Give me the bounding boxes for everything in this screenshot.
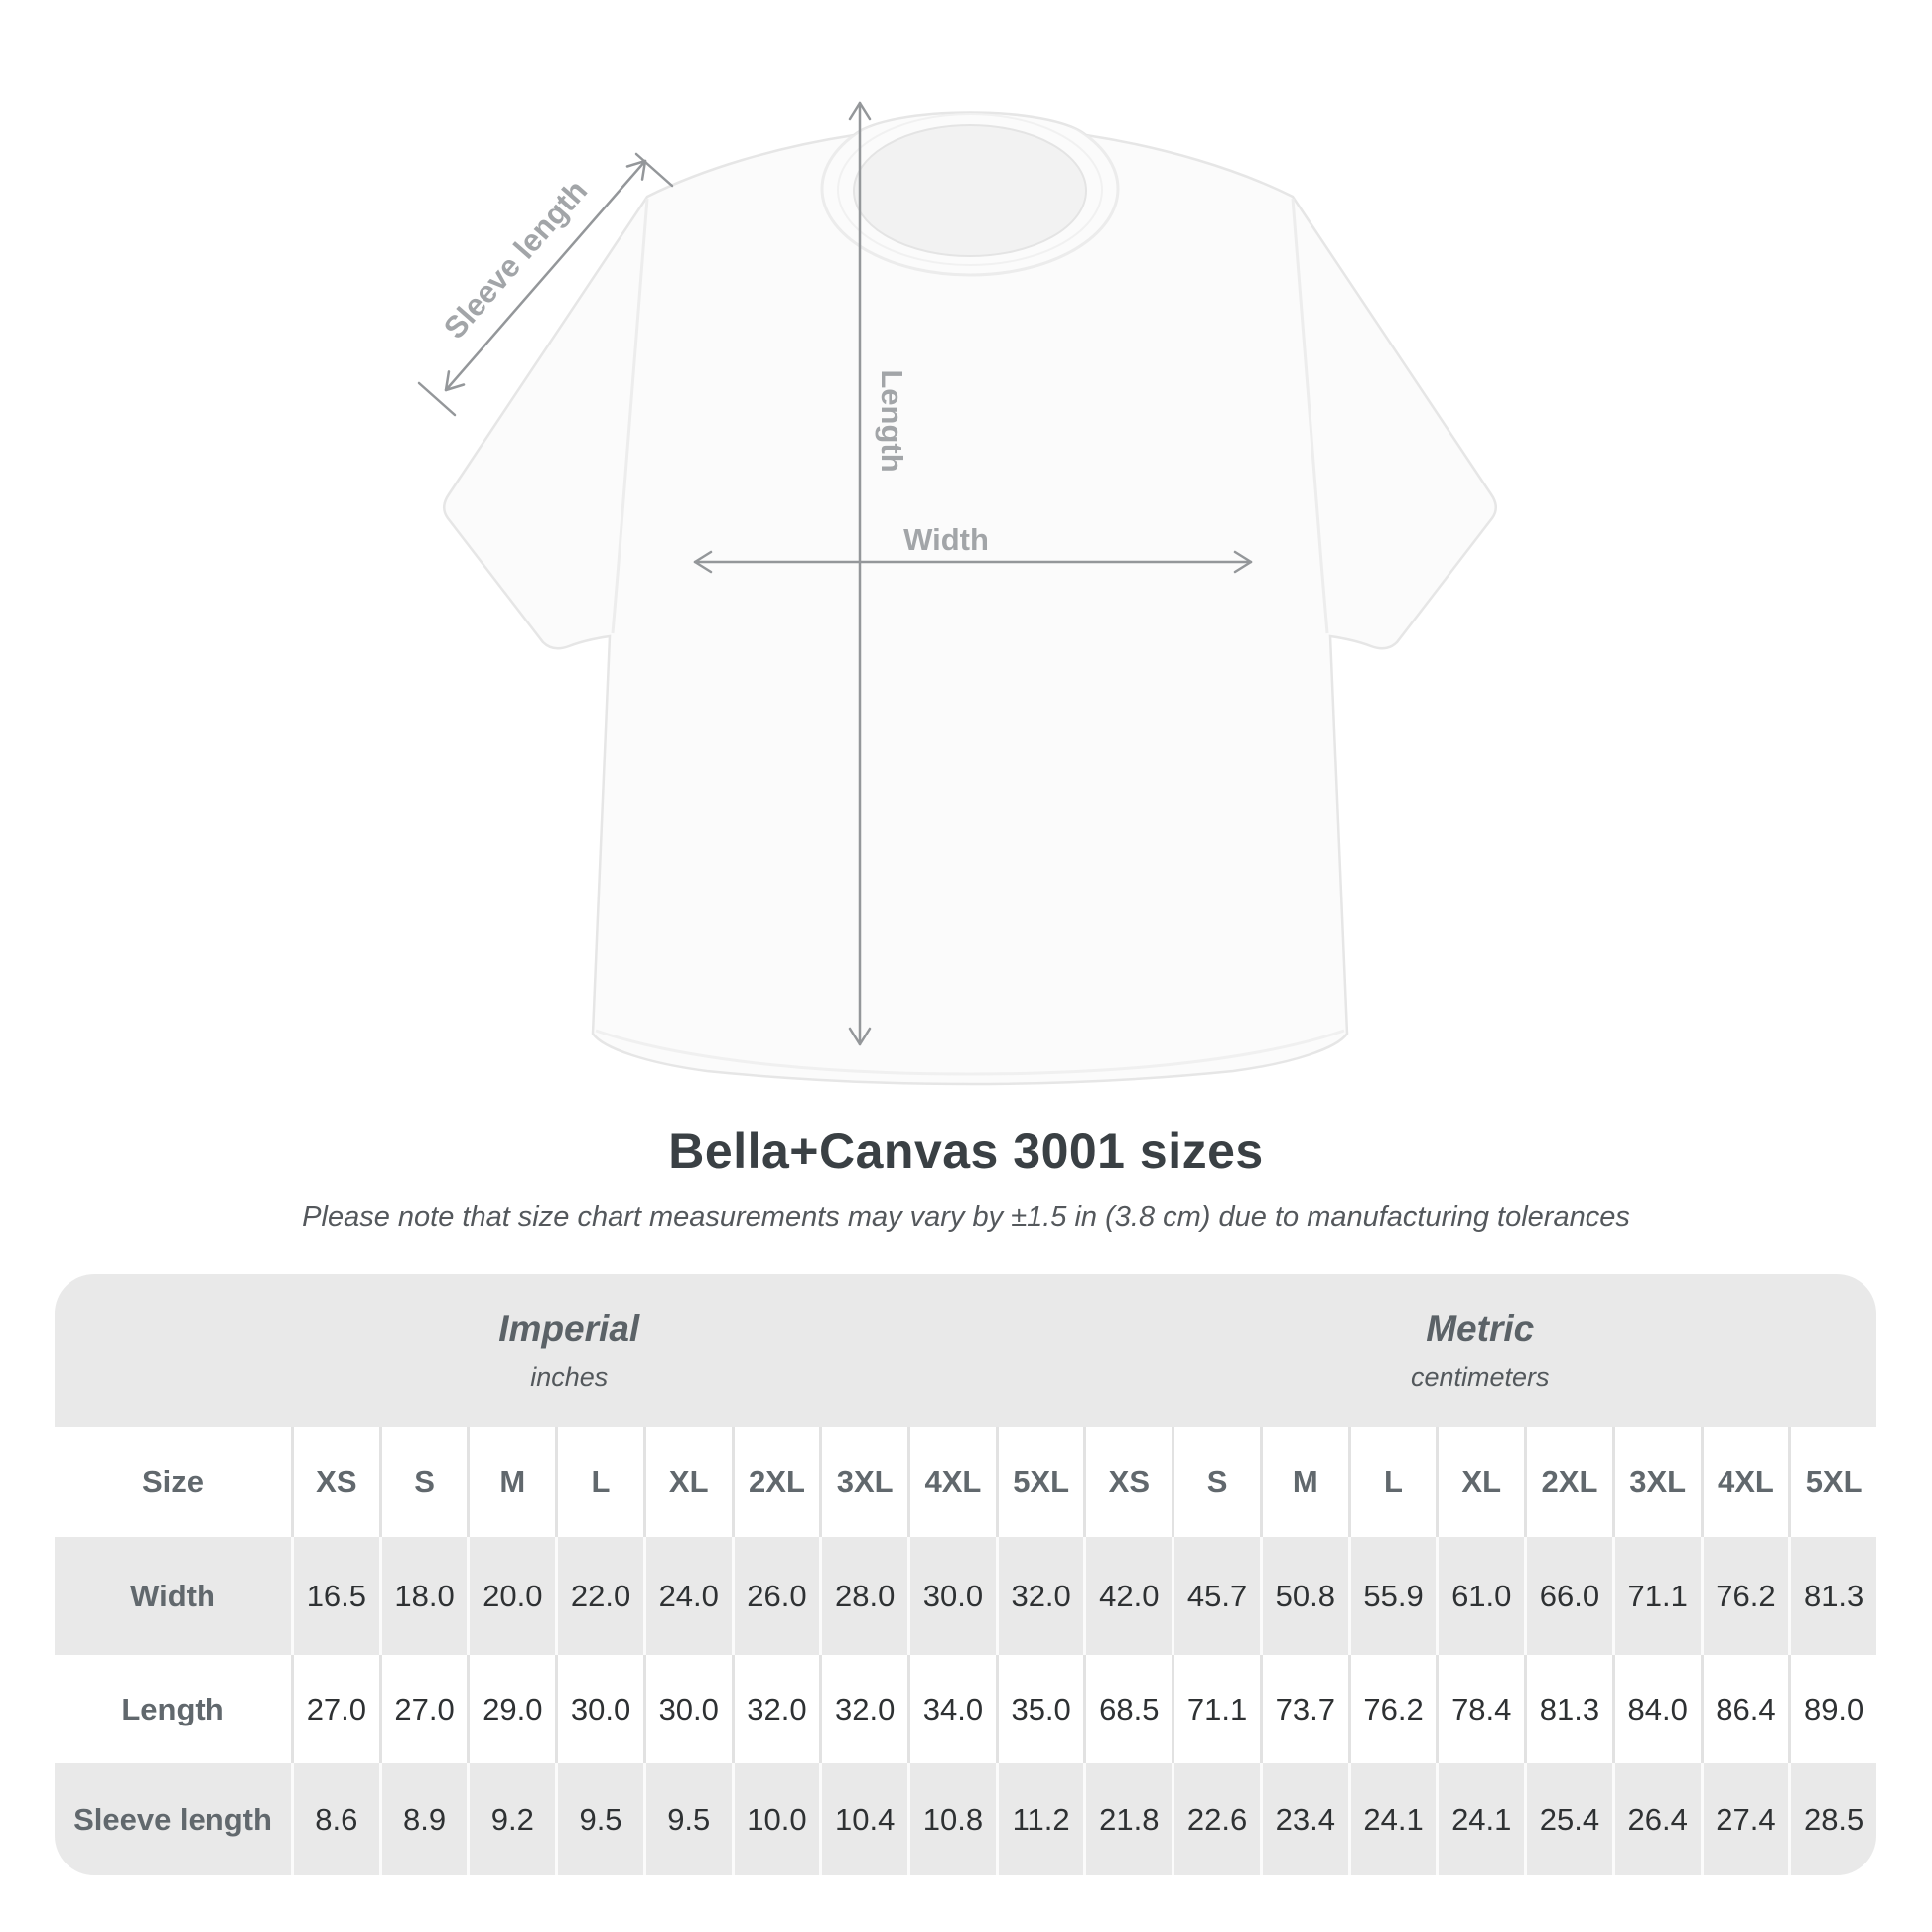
value-cell: 18.0 [379, 1537, 468, 1655]
unit-group-imperial [55, 1274, 1083, 1427]
value-cell: 81.3 [1524, 1655, 1612, 1763]
value-cell: 34.0 [907, 1655, 996, 1763]
value-cell: 42.0 [1083, 1537, 1172, 1655]
value-cell: 35.0 [996, 1655, 1084, 1763]
value-cell: 32.0 [819, 1655, 907, 1763]
value-cell: 24.1 [1436, 1763, 1524, 1875]
value-cell: 22.6 [1172, 1763, 1260, 1875]
value-cell: 27.4 [1701, 1763, 1789, 1875]
value-cell: 27.0 [291, 1655, 379, 1763]
col-header-imperial-xs: XS [291, 1427, 379, 1537]
value-cell: 9.5 [555, 1763, 643, 1875]
col-header-metric-4xl: 4XL [1701, 1427, 1789, 1537]
value-cell: 29.0 [467, 1655, 555, 1763]
value-cell: 71.1 [1172, 1655, 1260, 1763]
row-header-size: Size [55, 1427, 291, 1537]
value-cell: 11.2 [996, 1763, 1084, 1875]
value-cell: 10.4 [819, 1763, 907, 1875]
length-label: Length [875, 369, 909, 473]
value-cell: 30.0 [643, 1655, 732, 1763]
value-cell: 25.4 [1524, 1763, 1612, 1875]
value-cell: 84.0 [1612, 1655, 1701, 1763]
unit-group-imperial-unit: inches [530, 1361, 609, 1392]
value-cell: 30.0 [907, 1537, 996, 1655]
tshirt-graphic [444, 102, 1496, 1084]
value-cell: 10.0 [732, 1763, 820, 1875]
row-header-cell: Sleeve length [73, 1801, 272, 1837]
page-subtitle: Please note that size chart measurements may vary by ±1.5 in (3.8 cm) due to manufacturing tolerances [302, 1201, 1630, 1233]
value-cell: 76.2 [1348, 1655, 1437, 1763]
value-cell: 76.2 [1701, 1537, 1789, 1655]
value-cell: 32.0 [996, 1537, 1084, 1655]
value-cell: 45.7 [1172, 1537, 1260, 1655]
col-header-metric-m: M [1260, 1427, 1348, 1537]
col-header-imperial-s: S [379, 1427, 468, 1537]
col-header-imperial-5xl: 5XL [996, 1427, 1084, 1537]
value-cell: 73.7 [1260, 1655, 1348, 1763]
value-cell: 16.5 [291, 1537, 379, 1655]
sleeve-arrow-tick-top [636, 154, 672, 186]
unit-group-imperial-name: Imperial [498, 1308, 640, 1349]
value-cell: 24.0 [643, 1537, 732, 1655]
value-cell: 71.1 [1612, 1537, 1701, 1655]
value-cell: 20.0 [467, 1537, 555, 1655]
value-cell: 26.4 [1612, 1763, 1701, 1875]
value-cell: 28.0 [819, 1537, 907, 1655]
col-header-imperial-3xl: 3XL [819, 1427, 907, 1537]
sleeve-arrow-tick-bottom [419, 383, 455, 415]
col-header-metric-s: S [1172, 1427, 1260, 1537]
value-cell: 68.5 [1083, 1655, 1172, 1763]
value-cell: 9.2 [467, 1763, 555, 1875]
size-table [55, 1274, 1876, 1875]
value-cell: 78.4 [1436, 1655, 1524, 1763]
tshirt-outline [444, 113, 1496, 1085]
value-cell: 86.4 [1701, 1655, 1789, 1763]
row-header-cell: Length [55, 1655, 291, 1763]
col-header-imperial-m: M [467, 1427, 555, 1537]
value-cell: 8.6 [291, 1763, 379, 1875]
width-label: Width [903, 522, 989, 557]
value-cell: 24.1 [1348, 1763, 1437, 1875]
unit-group-metric [1083, 1274, 1876, 1427]
value-cell: 30.0 [555, 1655, 643, 1763]
row-header-cell: Width [130, 1578, 215, 1613]
value-cell: 10.8 [907, 1763, 996, 1875]
col-header-imperial-2xl: 2XL [732, 1427, 820, 1537]
col-header-metric-xs: XS [1083, 1427, 1172, 1537]
col-header-metric-3xl: 3XL [1612, 1427, 1701, 1537]
value-cell: 89.0 [1788, 1655, 1876, 1763]
value-cell: 21.8 [1083, 1763, 1172, 1875]
col-header-imperial-xl: XL [643, 1427, 732, 1537]
value-cell: 61.0 [1436, 1537, 1524, 1655]
col-header-metric-l: L [1348, 1427, 1437, 1537]
value-cell: 28.5 [1788, 1763, 1876, 1875]
value-cell: 8.9 [379, 1763, 468, 1875]
value-cell: 9.5 [643, 1763, 732, 1875]
col-header-metric-xl: XL [1436, 1427, 1524, 1537]
value-cell: 55.9 [1348, 1537, 1437, 1655]
page-title: Bella+Canvas 3001 sizes [668, 1123, 1264, 1178]
col-header-imperial-4xl: 4XL [907, 1427, 996, 1537]
neck-opening [854, 125, 1086, 256]
unit-group-metric-name: Metric [1426, 1308, 1535, 1349]
value-cell: 32.0 [732, 1655, 820, 1763]
value-cell: 27.0 [379, 1655, 468, 1763]
unit-group-metric-unit: centimeters [1410, 1361, 1550, 1392]
col-header-imperial-l: L [555, 1427, 643, 1537]
value-cell: 50.8 [1260, 1537, 1348, 1655]
value-cell: 81.3 [1788, 1537, 1876, 1655]
col-header-metric-2xl: 2XL [1524, 1427, 1612, 1537]
value-cell: 66.0 [1524, 1537, 1612, 1655]
sleeve-length-label: Sleeve length [437, 173, 595, 345]
value-cell: 23.4 [1260, 1763, 1348, 1875]
value-cell: 26.0 [732, 1537, 820, 1655]
col-header-metric-5xl: 5XL [1788, 1427, 1876, 1537]
value-cell: 22.0 [555, 1537, 643, 1655]
